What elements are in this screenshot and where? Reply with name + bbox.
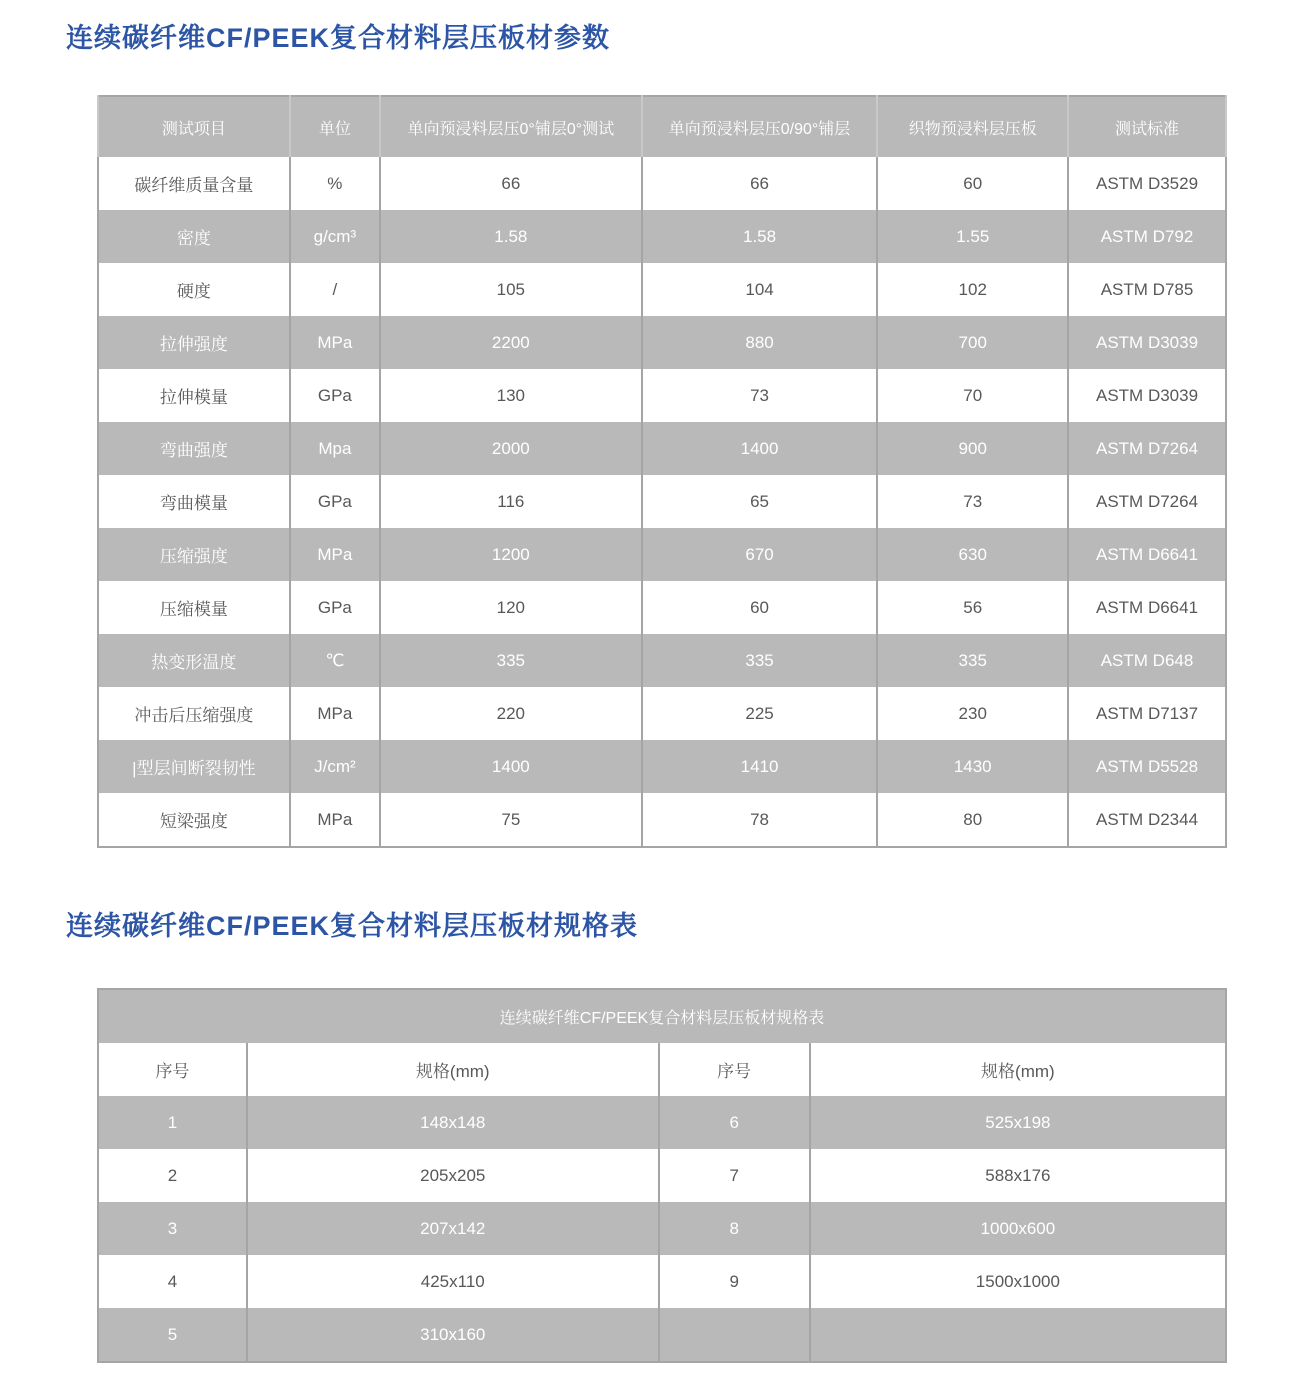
table-cell: ASTM D6641 [1068, 528, 1226, 581]
table-cell: 120 [380, 581, 642, 634]
table-row [98, 263, 1226, 316]
table-cell: 335 [380, 634, 642, 687]
table-cell: |型层间断裂韧性 [98, 740, 290, 793]
table-cell: 104 [642, 263, 878, 316]
table-cell: ASTM D3039 [1068, 369, 1226, 422]
table-row [98, 369, 1226, 422]
table-cell: MPa [290, 687, 380, 740]
table-cell: ASTM D2344 [1068, 793, 1226, 847]
spec-table [97, 988, 1227, 1363]
table-row [98, 422, 1226, 475]
table-cell: Mpa [290, 422, 380, 475]
table-cell: 9 [659, 1255, 810, 1308]
table-cell: GPa [290, 475, 380, 528]
column-header: 单向预浸料层压0/90°铺层 [642, 96, 878, 157]
table-row [98, 1202, 1226, 1255]
column-header: 规格(mm) [810, 1043, 1226, 1096]
table-cell: 1400 [642, 422, 878, 475]
table-row [98, 793, 1226, 847]
column-header: 单位 [290, 96, 380, 157]
table-cell: 2000 [380, 422, 642, 475]
table-cell: 1.55 [877, 210, 1068, 263]
table-cell: 热变形温度 [98, 634, 290, 687]
table-cell: 630 [877, 528, 1068, 581]
table-cell: 5 [98, 1308, 247, 1362]
section-title-specs: 连续碳纤维CF/PEEK复合材料层压板材规格表 [66, 911, 639, 941]
table-row [98, 634, 1226, 687]
table-cell: 7 [659, 1149, 810, 1202]
table-cell: 78 [642, 793, 878, 847]
table-cell: ASTM D7264 [1068, 475, 1226, 528]
spec-table-header-row [98, 1043, 1226, 1096]
table-cell [659, 1308, 810, 1362]
table-cell: % [290, 157, 380, 210]
table-cell: J/cm² [290, 740, 380, 793]
table-row [98, 316, 1226, 369]
table-row [98, 1096, 1226, 1149]
table-cell: 弯曲强度 [98, 422, 290, 475]
table-row [98, 1255, 1226, 1308]
spec-table-caption: 连续碳纤维CF/PEEK复合材料层压板材规格表 [98, 989, 1226, 1043]
table-cell: 密度 [98, 210, 290, 263]
table-cell: 148x148 [247, 1096, 659, 1149]
table-cell: 425x110 [247, 1255, 659, 1308]
table-cell: 205x205 [247, 1149, 659, 1202]
table-cell: ASTM D6641 [1068, 581, 1226, 634]
table-cell: 116 [380, 475, 642, 528]
table-cell: ASTM D7264 [1068, 422, 1226, 475]
table-cell: 335 [877, 634, 1068, 687]
table-cell: 102 [877, 263, 1068, 316]
table-cell: 66 [642, 157, 878, 210]
table-row [98, 1149, 1226, 1202]
table-cell: 65 [642, 475, 878, 528]
table-cell: 3 [98, 1202, 247, 1255]
table-cell: MPa [290, 316, 380, 369]
column-header: 测试项目 [98, 96, 290, 157]
table-cell: MPa [290, 528, 380, 581]
table-cell: 588x176 [810, 1149, 1226, 1202]
table-row [98, 1308, 1226, 1362]
table-cell: GPa [290, 581, 380, 634]
table-cell: 225 [642, 687, 878, 740]
table-cell: ASTM D3039 [1068, 316, 1226, 369]
table-cell: 拉伸强度 [98, 316, 290, 369]
table-row [98, 210, 1226, 263]
table-row [98, 157, 1226, 210]
table-cell: ASTM D785 [1068, 263, 1226, 316]
column-header: 测试标准 [1068, 96, 1226, 157]
table-cell [810, 1308, 1226, 1362]
table-cell: 1500x1000 [810, 1255, 1226, 1308]
table-cell: g/cm³ [290, 210, 380, 263]
table-cell: 1 [98, 1096, 247, 1149]
table-cell: 1200 [380, 528, 642, 581]
table-cell: ASTM D5528 [1068, 740, 1226, 793]
table-cell: 207x142 [247, 1202, 659, 1255]
table-cell: 硬度 [98, 263, 290, 316]
column-header: 织物预浸料层压板 [877, 96, 1068, 157]
table-cell: ASTM D648 [1068, 634, 1226, 687]
table-cell: 2 [98, 1149, 247, 1202]
table-cell: 1.58 [642, 210, 878, 263]
table-cell: 880 [642, 316, 878, 369]
table-cell: 冲击后压缩强度 [98, 687, 290, 740]
table-cell: 80 [877, 793, 1068, 847]
table-cell: ASTM D3529 [1068, 157, 1226, 210]
table-cell: 56 [877, 581, 1068, 634]
table-cell: 66 [380, 157, 642, 210]
table-cell: 60 [877, 157, 1068, 210]
table-cell: 4 [98, 1255, 247, 1308]
table-cell: ASTM D7137 [1068, 687, 1226, 740]
table-cell: 短梁强度 [98, 793, 290, 847]
table-cell: 1430 [877, 740, 1068, 793]
table-cell: ℃ [290, 634, 380, 687]
table-row [98, 740, 1226, 793]
table-cell: 335 [642, 634, 878, 687]
table-cell: 1400 [380, 740, 642, 793]
table-cell: 1410 [642, 740, 878, 793]
table-cell: 1.58 [380, 210, 642, 263]
table-row [98, 475, 1226, 528]
table-cell: 700 [877, 316, 1068, 369]
table-cell: 73 [877, 475, 1068, 528]
table-row [98, 581, 1226, 634]
table-cell: 2200 [380, 316, 642, 369]
column-header: 序号 [98, 1043, 247, 1096]
table-row [98, 528, 1226, 581]
table-cell: 670 [642, 528, 878, 581]
table-row [98, 687, 1226, 740]
table-cell: 75 [380, 793, 642, 847]
table-cell: 弯曲模量 [98, 475, 290, 528]
table-cell: 525x198 [810, 1096, 1226, 1149]
table-cell: 1000x600 [810, 1202, 1226, 1255]
table-cell: 压缩模量 [98, 581, 290, 634]
table-cell: 压缩强度 [98, 528, 290, 581]
table-cell: 900 [877, 422, 1068, 475]
table-cell: ASTM D792 [1068, 210, 1226, 263]
table-cell: / [290, 263, 380, 316]
table-cell: 碳纤维质量含量 [98, 157, 290, 210]
table-cell: 310x160 [247, 1308, 659, 1362]
table-cell: 70 [877, 369, 1068, 422]
table-cell: 220 [380, 687, 642, 740]
table-cell: 8 [659, 1202, 810, 1255]
table-cell: 60 [642, 581, 878, 634]
table-cell: MPa [290, 793, 380, 847]
table-cell: 拉伸模量 [98, 369, 290, 422]
params-table [97, 95, 1227, 848]
table-cell: 105 [380, 263, 642, 316]
column-header: 序号 [659, 1043, 810, 1096]
params-table-header-row [98, 96, 1226, 157]
column-header: 单向预浸料层压0°铺层0°测试 [380, 96, 642, 157]
table-cell: 6 [659, 1096, 810, 1149]
table-cell: 73 [642, 369, 878, 422]
table-cell: GPa [290, 369, 380, 422]
column-header: 规格(mm) [247, 1043, 659, 1096]
spec-table-caption-row [98, 989, 1226, 1043]
table-cell: 230 [877, 687, 1068, 740]
table-cell: 130 [380, 369, 642, 422]
section-title-params: 连续碳纤维CF/PEEK复合材料层压板材参数 [66, 23, 611, 53]
